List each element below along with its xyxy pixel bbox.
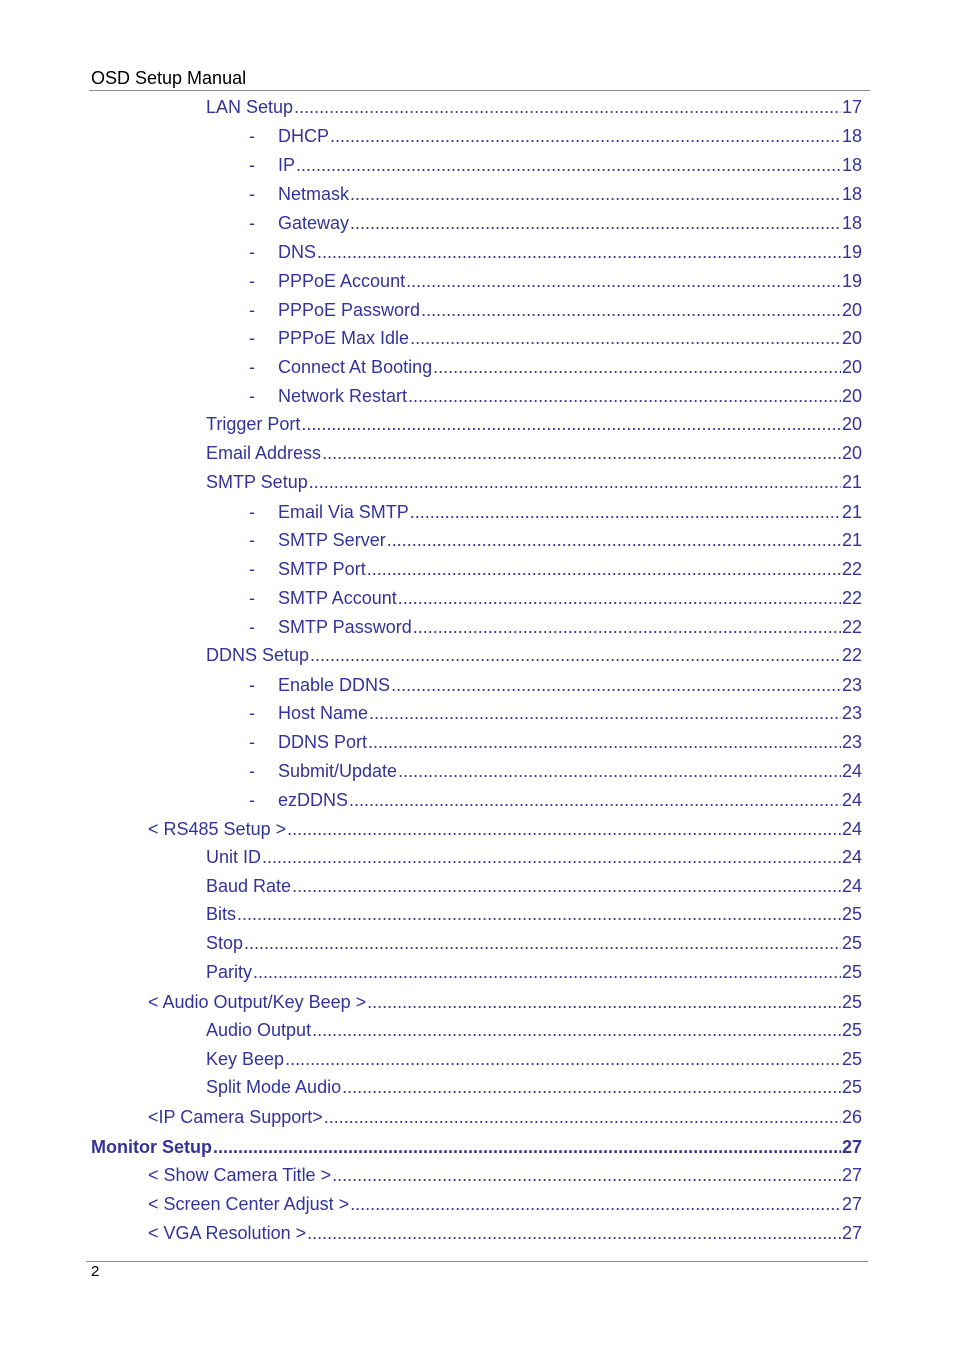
toc-entry-title: Split Mode Audio: [206, 1077, 342, 1097]
toc-entry[interactable]: [249, 700, 862, 726]
toc-entry-title: SMTP Server: [278, 530, 386, 550]
toc-entry-title: Submit/Update: [278, 761, 398, 781]
toc-entry[interactable]: [206, 469, 862, 495]
toc-entry-page-number: 20: [841, 328, 862, 348]
toc-entry-title: SMTP Setup: [206, 472, 308, 492]
toc-entry-page-number: 20: [841, 443, 862, 463]
toc-entry-title: PPPoE Password: [278, 300, 421, 320]
toc-entry[interactable]: [148, 1162, 862, 1188]
toc-entry-page-number: 20: [841, 300, 862, 320]
toc-entry-title: Gateway: [278, 213, 350, 233]
toc-entry[interactable]: [249, 210, 862, 236]
toc-entry[interactable]: [206, 411, 862, 437]
toc-entry-dash: -: [249, 502, 255, 522]
toc-entry-title: < Screen Center Adjust >: [148, 1194, 350, 1214]
toc-entry[interactable]: [249, 297, 862, 323]
toc-entry[interactable]: [91, 1134, 862, 1160]
toc-entry-page-number: 18: [841, 155, 862, 175]
toc-entry-title: PPPoE Max Idle: [278, 328, 410, 348]
toc-entry-dash: -: [249, 300, 255, 320]
toc-entry-page-number: 25: [841, 1077, 862, 1097]
toc-dot-leader: [350, 181, 841, 207]
toc-entry-title: Trigger Port: [206, 414, 301, 434]
toc-entry[interactable]: [249, 325, 862, 351]
toc-entry-title: Email Via SMTP: [278, 502, 409, 522]
toc-dot-leader: [317, 239, 841, 265]
toc-entry-dash: -: [249, 213, 255, 233]
toc-dot-leader: [294, 94, 841, 120]
toc-entry-title: Baud Rate: [206, 876, 292, 896]
toc-entry-title: DDNS Setup: [206, 645, 310, 665]
toc-entry-page-number: 27: [841, 1223, 862, 1243]
toc-entry-page-number: 18: [841, 126, 862, 146]
toc-entry-title: Email Address: [206, 443, 322, 463]
toc-entry-title: ezDDNS: [278, 790, 349, 810]
toc-dot-leader: [410, 499, 841, 525]
toc-entry-page-number: 22: [841, 617, 862, 637]
toc-entry[interactable]: [206, 1046, 862, 1072]
toc-dot-leader: [312, 1017, 841, 1043]
toc-entry[interactable]: [249, 787, 862, 813]
toc-entry[interactable]: [249, 268, 862, 294]
toc-dot-leader: [398, 758, 841, 784]
toc-entry-title: < RS485 Setup >: [148, 819, 287, 839]
toc-entry[interactable]: [148, 1191, 862, 1217]
toc-entry-page-number: 23: [841, 703, 862, 723]
toc-entry-page-number: 20: [841, 357, 862, 377]
toc-entry-dash: -: [249, 155, 255, 175]
toc-entry[interactable]: [249, 383, 862, 409]
toc-entry[interactable]: [206, 642, 862, 668]
toc-entry-page-number: 25: [841, 904, 862, 924]
toc-entry-page-number: 19: [841, 271, 862, 291]
toc-entry-title: < VGA Resolution >: [148, 1223, 307, 1243]
toc-dot-leader: [406, 268, 841, 294]
toc-dot-leader: [253, 959, 841, 985]
toc-dot-leader: [324, 1104, 841, 1130]
toc-dot-leader: [301, 411, 841, 437]
toc-entry[interactable]: [249, 152, 862, 178]
toc-entry-page-number: 24: [841, 847, 862, 867]
toc-entry-dash: -: [249, 732, 255, 752]
toc-dot-leader: [287, 816, 841, 842]
toc-entry[interactable]: [206, 959, 862, 985]
toc-entry-dash: -: [249, 184, 255, 204]
toc-entry[interactable]: [249, 585, 862, 611]
toc-entry-title: Connect At Booting: [278, 357, 433, 377]
toc-entry-page-number: 21: [841, 502, 862, 522]
toc-entry-page-number: 24: [841, 761, 862, 781]
toc-entry[interactable]: [249, 758, 862, 784]
toc-entry[interactable]: [206, 901, 862, 927]
footer-divider: [86, 1261, 868, 1262]
toc-entry-title: DHCP: [278, 126, 330, 146]
toc-dot-leader: [398, 585, 841, 611]
toc-entry-title: Network Restart: [278, 386, 408, 406]
toc-dot-leader: [285, 1046, 841, 1072]
toc-entry-page-number: 24: [841, 876, 862, 896]
toc-dot-leader: [421, 297, 841, 323]
toc-entry[interactable]: [148, 989, 862, 1015]
toc-dot-leader: [369, 700, 841, 726]
toc-dot-leader: [433, 354, 841, 380]
toc-entry-dash: -: [249, 790, 255, 810]
toc-dot-leader: [349, 787, 841, 813]
toc-entry-title: <IP Camera Support>: [148, 1107, 323, 1127]
toc-entry-page-number: 20: [841, 414, 862, 434]
toc-dot-leader: [309, 469, 841, 495]
toc-entry[interactable]: [249, 181, 862, 207]
toc-entry-page-number: 17: [841, 97, 862, 117]
toc-entry-title: DDNS Port: [278, 732, 368, 752]
toc-dot-leader: [342, 1074, 841, 1100]
toc-entry[interactable]: [249, 614, 862, 640]
toc-entry-page-number: 27: [841, 1137, 862, 1157]
toc-entry[interactable]: [148, 1220, 862, 1246]
toc-entry[interactable]: [249, 499, 862, 525]
toc-entry-page-number: 21: [841, 472, 862, 492]
toc-entry-title: Netmask: [278, 184, 350, 204]
toc-dot-leader: [410, 325, 841, 351]
toc-entry-dash: -: [249, 703, 255, 723]
toc-dot-leader: [413, 614, 841, 640]
toc-entry-page-number: 24: [841, 819, 862, 839]
toc-entry-dash: -: [249, 761, 255, 781]
toc-entry-title: Parity: [206, 962, 253, 982]
toc-entry[interactable]: [206, 1074, 862, 1100]
toc-entry-title: DNS: [278, 242, 317, 262]
toc-dot-leader: [368, 729, 841, 755]
toc-entry-title: Enable DDNS: [278, 675, 391, 695]
toc-entry-dash: -: [249, 617, 255, 637]
toc-entry-title: Host Name: [278, 703, 369, 723]
toc-entry-title: SMTP Password: [278, 617, 412, 637]
toc-entry-dash: -: [249, 386, 255, 406]
toc-entry[interactable]: [206, 440, 862, 466]
toc-entry-title: Stop: [206, 933, 244, 953]
toc-entry-page-number: 24: [841, 790, 862, 810]
toc-dot-leader: [330, 123, 841, 149]
toc-entry-page-number: 23: [841, 732, 862, 752]
toc-entry-dash: -: [249, 328, 255, 348]
toc-entry[interactable]: [206, 94, 862, 120]
toc-entry-dash: -: [249, 242, 255, 262]
toc-entry-page-number: 25: [841, 1049, 862, 1069]
toc-entry-page-number: 26: [841, 1107, 862, 1127]
toc-dot-leader: [367, 989, 841, 1015]
toc-entry-title: Audio Output: [206, 1020, 312, 1040]
toc-dot-leader: [262, 844, 841, 870]
toc-dot-leader: [332, 1162, 841, 1188]
toc-dot-leader: [350, 210, 841, 236]
toc-entry-title: < Show Camera Title >: [148, 1165, 332, 1185]
toc-entry-page-number: 25: [841, 992, 862, 1012]
toc-entry-title: SMTP Port: [278, 559, 366, 579]
toc-entry-title: LAN Setup: [206, 97, 294, 117]
toc-entry-page-number: 23: [841, 675, 862, 695]
toc-entry[interactable]: [249, 239, 862, 265]
toc-entry-page-number: 18: [841, 213, 862, 233]
toc-entry[interactable]: [148, 1104, 862, 1130]
toc-entry-page-number: 25: [841, 933, 862, 953]
toc-entry-page-number: 18: [841, 184, 862, 204]
toc-entry[interactable]: [249, 354, 862, 380]
toc-dot-leader: [244, 930, 841, 956]
toc-entry-dash: -: [249, 559, 255, 579]
toc-dot-leader: [391, 672, 841, 698]
toc-entry-title: Key Beep: [206, 1049, 285, 1069]
toc-entry-page-number: 20: [841, 386, 862, 406]
toc-entry-page-number: 25: [841, 962, 862, 982]
toc-entry-dash: -: [249, 675, 255, 695]
toc-entry-page-number: 27: [841, 1194, 862, 1214]
toc-entry-title: PPPoE Account: [278, 271, 406, 291]
toc-entry-title: Unit ID: [206, 847, 262, 867]
toc-entry-dash: -: [249, 126, 255, 146]
toc-entry[interactable]: [206, 930, 862, 956]
toc-entry-dash: -: [249, 357, 255, 377]
page-header-title: OSD Setup Manual: [91, 68, 247, 88]
toc-entry[interactable]: [148, 816, 862, 842]
toc-entry-page-number: 22: [841, 588, 862, 608]
toc-dot-leader: [237, 901, 841, 927]
toc-dot-leader: [213, 1134, 841, 1160]
toc-entry-title: Bits: [206, 904, 237, 924]
toc-entry-dash: -: [249, 530, 255, 550]
toc-dot-leader: [322, 440, 841, 466]
page-number: 2: [91, 1263, 100, 1280]
toc-dot-leader: [307, 1220, 841, 1246]
toc-entry-page-number: 25: [841, 1020, 862, 1040]
toc-dot-leader: [367, 556, 841, 582]
toc-entry[interactable]: [249, 123, 862, 149]
toc-dot-leader: [292, 873, 841, 899]
toc-entry[interactable]: [206, 873, 862, 899]
toc-entry-page-number: 19: [841, 242, 862, 262]
toc-entry-page-number: 27: [841, 1165, 862, 1185]
toc-dot-leader: [296, 152, 841, 178]
toc-dot-leader: [310, 642, 841, 668]
toc-entry-dash: -: [249, 271, 255, 291]
toc-entry-page-number: 22: [841, 645, 862, 665]
toc-dot-leader: [387, 527, 841, 553]
toc-dot-leader: [408, 383, 841, 409]
toc-entry-page-number: 22: [841, 559, 862, 579]
toc-entry[interactable]: [206, 1017, 862, 1043]
toc-entry[interactable]: [249, 729, 862, 755]
toc-entry-title: IP: [278, 155, 296, 175]
toc-entry-title: < Audio Output/Key Beep >: [148, 992, 367, 1012]
toc-entry-title: SMTP Account: [278, 588, 397, 608]
toc-dot-leader: [350, 1191, 841, 1217]
toc-entry[interactable]: [249, 556, 862, 582]
toc-entry-title: Monitor Setup: [91, 1137, 212, 1157]
toc-entry[interactable]: [249, 672, 862, 698]
toc-entry[interactable]: [206, 844, 862, 870]
toc-entry[interactable]: [249, 527, 862, 553]
toc-entry-page-number: 21: [841, 530, 862, 550]
toc-entry-dash: -: [249, 588, 255, 608]
